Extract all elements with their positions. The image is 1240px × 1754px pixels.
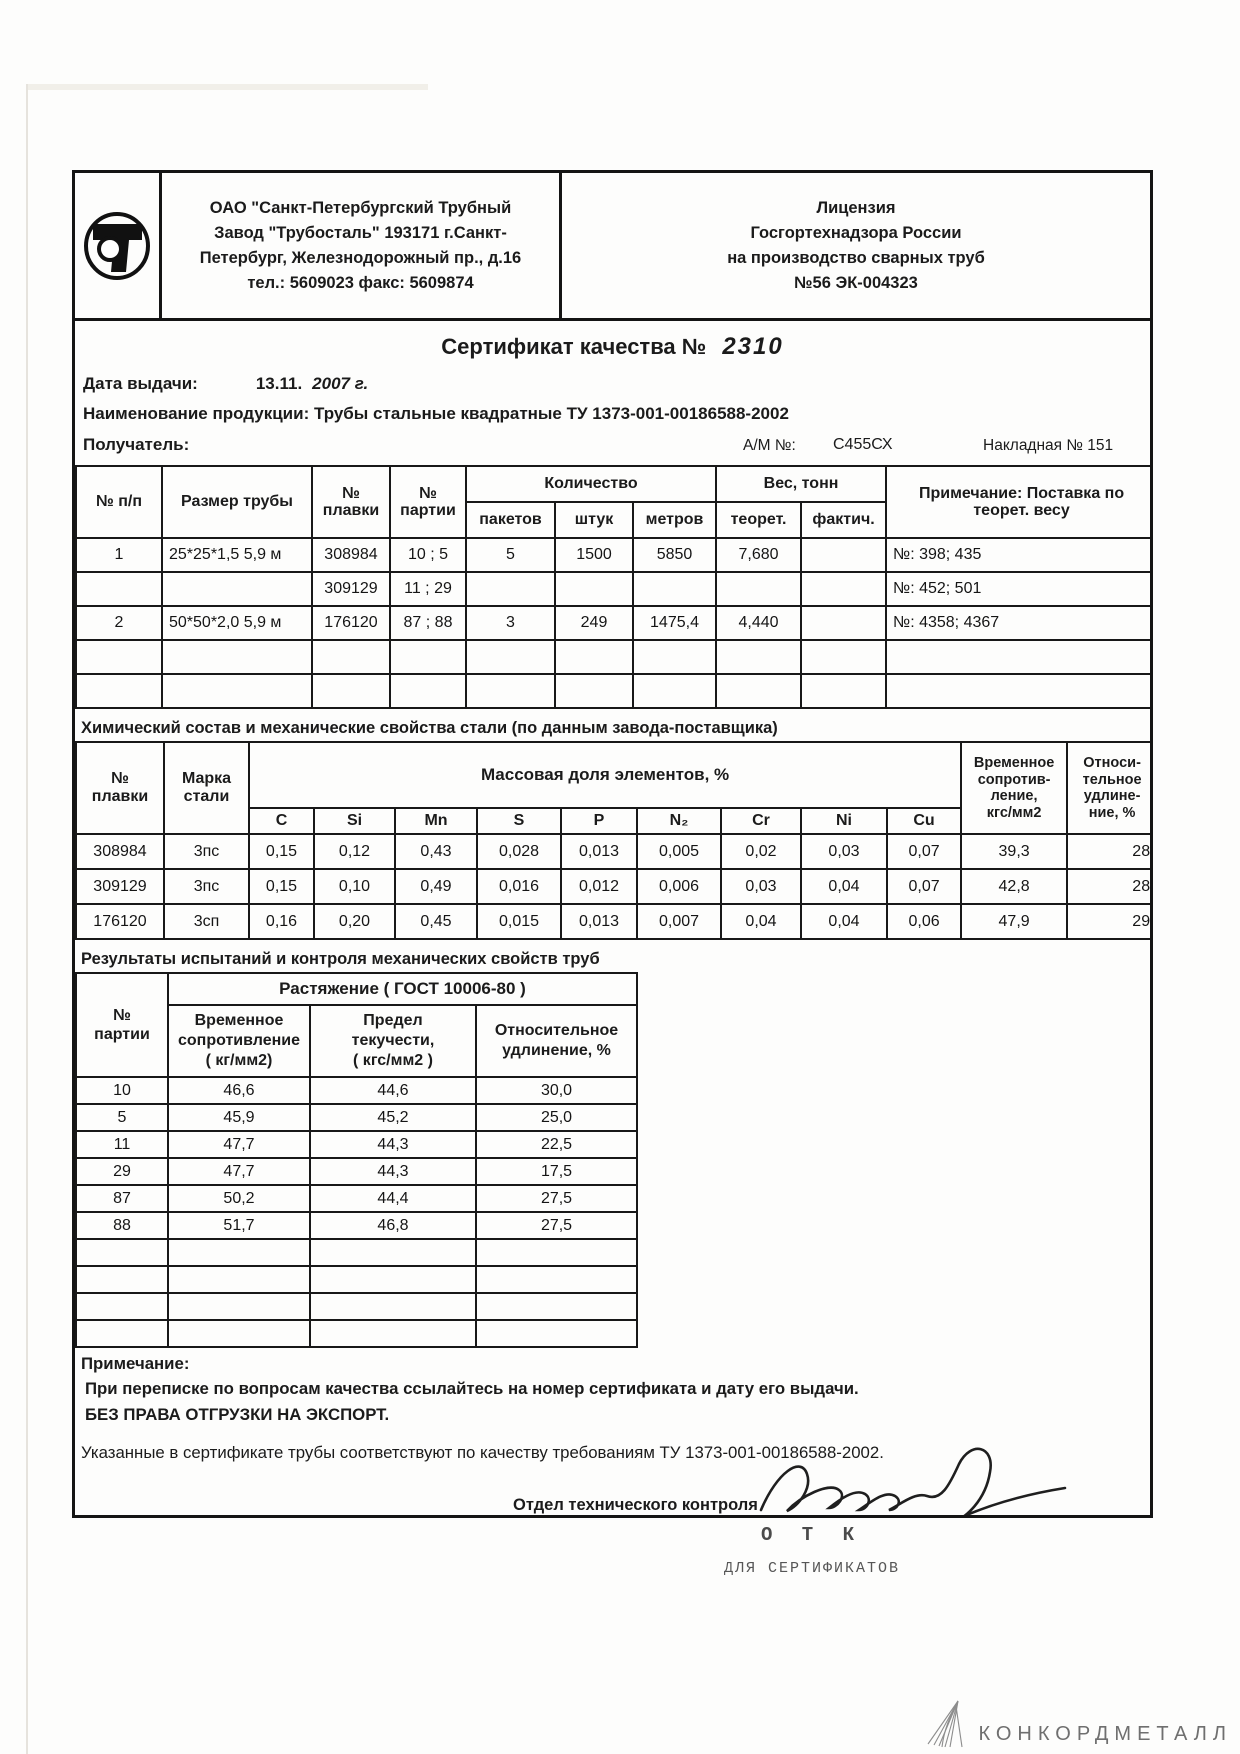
col-header-size: Размер трубы: [162, 466, 312, 538]
table-cell: 88: [76, 1212, 168, 1239]
col-header-meters: метров: [633, 502, 716, 538]
group-header-tension: Растяжение ( ГОСТ 10006-80 ): [168, 973, 637, 1005]
license-line: Лицензия: [816, 198, 896, 217]
chem-section-title: Химический состав и механические свойства стали (по данным завода-поставщика): [81, 718, 778, 737]
col-header-heat-line: №: [342, 485, 360, 502]
table-cell: [555, 674, 633, 708]
table-cell: 45,9: [168, 1104, 310, 1131]
table-cell: [716, 640, 801, 674]
table-cell: [76, 640, 162, 674]
table-cell: 0,02: [721, 834, 801, 869]
table-cell: 0,007: [637, 904, 721, 939]
chemical-table-body: [76, 834, 1153, 939]
table-cell: [168, 1320, 310, 1347]
table-cell: 3пс: [164, 869, 249, 904]
col-header-grade-line: Марка: [181, 770, 232, 787]
table-cell: 0,07: [887, 869, 961, 904]
results-section-title: Результаты испытаний и контроля механических свойств труб: [81, 949, 600, 968]
col-header-line: Относительное: [494, 1022, 619, 1039]
chemical-table-head: [76, 742, 1153, 834]
element-header-c: C: [249, 808, 314, 834]
vehicle-number-value: С455СХ: [833, 436, 893, 453]
table-cell: 0,04: [801, 869, 887, 904]
table-cell: 0,005: [637, 834, 721, 869]
col-header-heat-line: плавки: [91, 788, 149, 805]
element-header-p: P: [561, 808, 637, 834]
col-header-batch-line: партии: [94, 1026, 150, 1043]
notes-line: При переписке по вопросам качества ссылайтесь на номер сертификата и дату его выдачи.: [85, 1379, 859, 1398]
col-header-batch-line: партии: [400, 502, 456, 519]
vehicle-number-label: А/М №:: [743, 437, 796, 454]
table-cell: 0,015: [477, 904, 561, 939]
issue-date-label: Дата выдачи:: [83, 374, 198, 393]
col-header-npp: № п/п: [76, 466, 162, 538]
table-row: [76, 1212, 637, 1239]
table-cell: 17,5: [476, 1158, 637, 1185]
table-row: [76, 904, 1153, 939]
table-cell: №: 452; 501: [886, 572, 1153, 606]
group-header-quantity: Количество: [466, 466, 716, 502]
watermark: [922, 1698, 1232, 1748]
issue-date-row: [75, 369, 1150, 399]
table-row: [76, 640, 1153, 674]
table-cell: [76, 1266, 168, 1293]
table-cell: 0,06: [887, 904, 961, 939]
table-cell: [801, 606, 886, 640]
table-cell: [633, 640, 716, 674]
table-cell: 0,49: [395, 869, 477, 904]
table-cell: 27,5: [476, 1185, 637, 1212]
col-header-line: Временное: [194, 1012, 284, 1029]
table-row: [76, 869, 1153, 904]
company-line: Завод "Трубосталь" 193171 г.Санкт-: [214, 223, 507, 242]
tension-table-head: [76, 973, 637, 1077]
table-row: [76, 572, 1153, 606]
tension-table-body: [76, 1077, 637, 1347]
document-header: [75, 173, 1150, 321]
group-header-elements: Массовая доля элементов, %: [249, 742, 961, 808]
col-header-batch-line: №: [113, 1007, 131, 1024]
certificate-number: 2310: [722, 333, 784, 360]
table-row: [76, 1077, 637, 1104]
watermark-text: КОНКОРДМЕТАЛЛ: [978, 1723, 1232, 1745]
table-cell: 308984: [76, 834, 164, 869]
table-cell: [476, 1266, 637, 1293]
license-line: Госгортехнадзора России: [750, 223, 962, 242]
element-header-ni: Ni: [801, 808, 887, 834]
table-cell: 4,440: [716, 606, 801, 640]
table-cell: [633, 674, 716, 708]
table-cell: 44,3: [310, 1158, 476, 1185]
table-cell: [310, 1266, 476, 1293]
table-cell: 1475,4: [633, 606, 716, 640]
col-header-heat: [312, 466, 390, 538]
table-cell: [76, 674, 162, 708]
table-cell: [555, 572, 633, 606]
table-cell: 27,5: [476, 1212, 637, 1239]
table-cell: 11: [76, 1131, 168, 1158]
table-row: [76, 606, 1153, 640]
col-header-heat-line: №: [111, 770, 129, 787]
table-row: [76, 1266, 637, 1293]
table-cell: [466, 640, 555, 674]
scan-artifact: [28, 84, 428, 90]
table-cell: 0,013: [561, 834, 637, 869]
table-cell: 0,016: [477, 869, 561, 904]
table-cell: 29: [1067, 904, 1153, 939]
table-cell: 42,8: [961, 869, 1067, 904]
col-header-line: удлинение, %: [502, 1042, 611, 1059]
table-cell: 28: [1067, 834, 1153, 869]
table-cell: 1: [76, 538, 162, 572]
element-header-s: S: [477, 808, 561, 834]
table-cell: [76, 572, 162, 606]
table-cell: 2: [76, 606, 162, 640]
invoice-number: Накладная № 151: [983, 437, 1114, 454]
stamp-for-certificates: ДЛЯ СЕРТИФИКАТОВ: [723, 1560, 901, 1577]
table-cell: [801, 640, 886, 674]
products-table: [75, 465, 1153, 709]
table-cell: 1500: [555, 538, 633, 572]
col-header-line: удлине-: [1083, 788, 1141, 804]
table-cell: [162, 640, 312, 674]
table-cell: 39,3: [961, 834, 1067, 869]
table-cell: [716, 572, 801, 606]
col-header-note: [886, 466, 1153, 538]
table-cell: [633, 572, 716, 606]
table-row: [76, 1158, 637, 1185]
table-cell: [310, 1293, 476, 1320]
col-header-line: Временное: [973, 755, 1055, 771]
col-header-grade-line: стали: [183, 788, 230, 805]
table-cell: 50*50*2,0 5,9 м: [162, 606, 312, 640]
table-cell: [162, 572, 312, 606]
table-cell: [466, 572, 555, 606]
table-cell: [390, 640, 466, 674]
stamp-otk: О Т К: [760, 1524, 863, 1546]
table-cell: [801, 572, 886, 606]
table-cell: [801, 538, 886, 572]
element-header-mn: Mn: [395, 808, 477, 834]
table-cell: 44,3: [310, 1131, 476, 1158]
table-row: [76, 1239, 637, 1266]
table-cell: [76, 1239, 168, 1266]
product-name-row: [75, 399, 1150, 429]
col-header-batch: [76, 973, 168, 1077]
table-cell: 22,5: [476, 1131, 637, 1158]
table-cell: 0,04: [721, 904, 801, 939]
table-cell: 87: [76, 1185, 168, 1212]
table-cell: 29: [76, 1158, 168, 1185]
table-cell: [886, 674, 1153, 708]
table-cell: 0,006: [637, 869, 721, 904]
table-cell: [168, 1293, 310, 1320]
element-header-n2: N₂: [637, 808, 721, 834]
table-cell: [76, 1320, 168, 1347]
table-cell: 50,2: [168, 1185, 310, 1212]
table-cell: [168, 1239, 310, 1266]
table-row: [76, 674, 1153, 708]
table-cell: 0,45: [395, 904, 477, 939]
table-cell: [312, 640, 390, 674]
col-header-line: Относи-: [1083, 755, 1141, 771]
table-cell: 46,6: [168, 1077, 310, 1104]
product-name: Наименование продукции: Трубы стальные квадратные ТУ 1373-001-00186588-2002: [83, 404, 789, 423]
license-line: на производство сварных труб: [727, 248, 985, 267]
license-line: №56 ЭК-004323: [794, 273, 918, 292]
table-row: [76, 1185, 637, 1212]
table-cell: 28: [1067, 869, 1153, 904]
col-header-heat-line: плавки: [322, 502, 380, 519]
col-header-elongation: [1067, 742, 1153, 834]
table-cell: 47,7: [168, 1131, 310, 1158]
table-cell: 87 ; 88: [390, 606, 466, 640]
table-row: [76, 1131, 637, 1158]
col-header-line: сопротивление: [177, 1032, 301, 1049]
table-cell: 0,15: [249, 869, 314, 904]
company-line: Петербург, Железнодорожный пр., д.16: [199, 248, 522, 267]
col-header-batch-line: №: [419, 485, 437, 502]
qc-department-label: Отдел технического контроля: [513, 1496, 758, 1514]
table-cell: [390, 674, 466, 708]
table-cell: 11 ; 29: [390, 572, 466, 606]
table-cell: 47,9: [961, 904, 1067, 939]
table-cell: 3сп: [164, 904, 249, 939]
license-info: [562, 173, 1150, 318]
table-cell: №: 398; 435: [886, 538, 1153, 572]
table-cell: [716, 674, 801, 708]
table-cell: [76, 1293, 168, 1320]
company-address: [162, 173, 562, 318]
table-cell: [476, 1320, 637, 1347]
table-cell: 249: [555, 606, 633, 640]
trubostal-logo: [75, 173, 162, 318]
table-row: [76, 538, 1153, 572]
notes-label: Примечание:: [81, 1354, 190, 1373]
col-header-batch: [390, 466, 466, 538]
table-row: [76, 1320, 637, 1347]
col-header-line: ( кг/мм2): [205, 1052, 273, 1069]
col-header-yield: [310, 1005, 476, 1077]
tension-table: [75, 972, 638, 1348]
company-line: тел.: 5609023 факс: 5609874: [247, 273, 474, 292]
table-cell: 44,4: [310, 1185, 476, 1212]
table-cell: [310, 1320, 476, 1347]
table-cell: [476, 1293, 637, 1320]
table-cell: №: 4358; 4367: [886, 606, 1153, 640]
table-row: [76, 1104, 637, 1131]
table-cell: [310, 1239, 476, 1266]
signoff-row: [75, 1474, 1150, 1518]
col-header-tensile-strength: [961, 742, 1067, 834]
table-cell: 10: [76, 1077, 168, 1104]
col-header-pieces: штук: [555, 502, 633, 538]
products-table-body: [76, 538, 1153, 708]
receiver-row: [75, 429, 1150, 465]
table-cell: [555, 640, 633, 674]
table-cell: 309129: [76, 869, 164, 904]
table-cell: 176120: [312, 606, 390, 640]
table-cell: 308984: [312, 538, 390, 572]
chemical-table: [75, 741, 1153, 940]
table-cell: 0,03: [721, 869, 801, 904]
issue-date-value: 13.11.: [255, 374, 303, 393]
table-cell: 25,0: [476, 1104, 637, 1131]
col-header-line: ( кгс/мм2 ): [353, 1052, 433, 1069]
table-row: [76, 1293, 637, 1320]
table-cell: 0,07: [887, 834, 961, 869]
col-header-actual: фактич.: [801, 502, 886, 538]
table-cell: [466, 674, 555, 708]
element-header-cu: Cu: [887, 808, 961, 834]
table-cell: 0,04: [801, 904, 887, 939]
col-header-line: Предел: [363, 1012, 423, 1029]
company-line: ОАО "Санкт-Петербургский Трубный: [209, 198, 512, 217]
table-cell: [312, 674, 390, 708]
table-cell: 0,10: [314, 869, 395, 904]
table-cell: 0,12: [314, 834, 395, 869]
certificate-document: [72, 170, 1153, 1518]
table-cell: 10 ; 5: [390, 538, 466, 572]
table-cell: 46,8: [310, 1212, 476, 1239]
products-table-head: [76, 466, 1153, 538]
element-header-si: Si: [314, 808, 395, 834]
col-header-theor: теорет.: [716, 502, 801, 538]
col-header-line: ление,: [990, 788, 1038, 804]
conformity-line: Указанные в сертификате трубы соответствуют по качеству требованиям ТУ 1373-001-00186588-2002.: [81, 1443, 884, 1462]
col-header-grade: [164, 742, 249, 834]
table-cell: 30,0: [476, 1077, 637, 1104]
col-header-tensile-strength: [168, 1005, 310, 1077]
table-cell: 25*25*1,5 5,9 м: [162, 538, 312, 572]
col-header-line: тельное: [1082, 771, 1142, 788]
col-header-line: текучести,: [351, 1032, 435, 1049]
table-cell: 3: [466, 606, 555, 640]
col-header-heat: [76, 742, 164, 834]
notes-line: БЕЗ ПРАВА ОТГРУЗКИ НА ЭКСПОРТ.: [85, 1405, 390, 1424]
certificate-title: [75, 321, 1150, 369]
col-header-packs: пакетов: [466, 502, 555, 538]
table-cell: [168, 1266, 310, 1293]
receiver-label: Получатель:: [83, 435, 190, 454]
table-cell: 7,680: [716, 538, 801, 572]
trubostal-logo-icon: [81, 209, 153, 283]
table-cell: 176120: [76, 904, 164, 939]
signature: [743, 1444, 1073, 1518]
konkordmetall-icon: [922, 1698, 968, 1748]
table-cell: 0,15: [249, 834, 314, 869]
table-cell: 5: [466, 538, 555, 572]
table-cell: 47,7: [168, 1158, 310, 1185]
table-cell: 0,16: [249, 904, 314, 939]
table-cell: 44,6: [310, 1077, 476, 1104]
table-cell: 0,43: [395, 834, 477, 869]
col-header-line: кгс/мм2: [986, 804, 1042, 821]
table-row: [76, 834, 1153, 869]
table-cell: 0,012: [561, 869, 637, 904]
col-header-note-line: теорет. весу: [973, 502, 1070, 519]
issue-year-value: 2007 г.: [312, 374, 369, 393]
scan-page-edge: [26, 84, 28, 1754]
table-cell: 0,013: [561, 904, 637, 939]
certificate-title-label: Сертификат качества №: [441, 334, 707, 359]
table-cell: 5850: [633, 538, 716, 572]
col-header-line: сопротив-: [977, 771, 1051, 788]
table-cell: 5: [76, 1104, 168, 1131]
table-cell: 0,20: [314, 904, 395, 939]
table-cell: 45,2: [310, 1104, 476, 1131]
element-header-cr: Cr: [721, 808, 801, 834]
group-header-weight: Вес, тонн: [716, 466, 886, 502]
col-header-note-line: Примечание: Поставка по: [918, 485, 1125, 502]
table-cell: 3пс: [164, 834, 249, 869]
table-cell: 309129: [312, 572, 390, 606]
table-cell: [162, 674, 312, 708]
col-header-line: ние, %: [1088, 804, 1136, 821]
table-cell: [801, 674, 886, 708]
table-cell: 0,03: [801, 834, 887, 869]
table-cell: 0,028: [477, 834, 561, 869]
table-cell: [476, 1239, 637, 1266]
table-cell: [886, 640, 1153, 674]
table-cell: 51,7: [168, 1212, 310, 1239]
col-header-elongation: [476, 1005, 637, 1077]
